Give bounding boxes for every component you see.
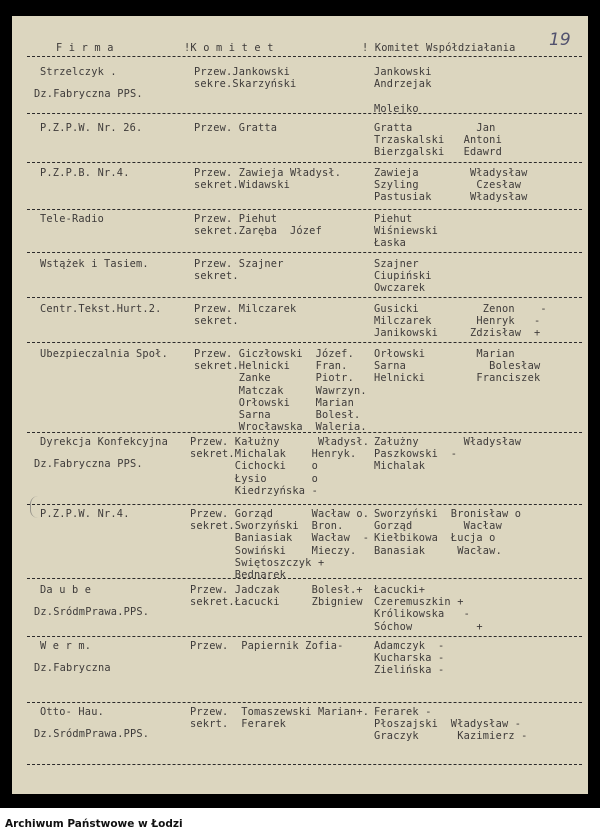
- wspoldzialanie-cell: Adamczyk -: [374, 640, 445, 652]
- firma-cell: P.Z.P.W. Nr.4.: [40, 508, 130, 520]
- firma-cell: Otto- Hau.: [40, 706, 104, 718]
- wspoldzialanie-cell: Sarna Bolesław: [374, 360, 541, 373]
- wspoldzialanie-cell: Wiśniewski: [374, 225, 438, 238]
- wspoldzialanie-cell: Paszkowski -: [374, 448, 458, 461]
- wspoldzialanie-cell: Płoszajski Władysław -: [374, 718, 522, 731]
- wspoldzialanie-cell: Molejko: [374, 102, 419, 115]
- komitet-cell: Przew. Gorząd Wacław o.: [190, 508, 370, 520]
- row-divider: [27, 297, 582, 298]
- wspoldzialanie-cell: Królikowska -: [374, 608, 470, 621]
- komitet-cell: sekret.Helnicki Fran.: [194, 360, 348, 373]
- komitet-cell: sekre.Skarzyński: [194, 78, 297, 91]
- komitet-cell: Swiętoszczyk +: [190, 556, 325, 569]
- komitet-cell: sekret.Sworzyński Bron.: [190, 520, 344, 533]
- wspoldzialanie-cell: Kucharska -: [374, 652, 445, 665]
- wspoldzialanie-cell: Ciupiński: [374, 270, 432, 283]
- komitet-cell: Przew.Jankowski: [194, 66, 290, 78]
- komitet-cell: sekret.: [194, 315, 239, 328]
- komitet-cell: Sowiński Mieczy.: [190, 544, 357, 557]
- header-firma: F i r m a: [56, 42, 114, 54]
- row-divider: [27, 113, 582, 114]
- document-page: [12, 16, 588, 794]
- wspoldzialanie-cell: Sóchow +: [374, 620, 483, 633]
- komitet-cell: Orłowski Marian: [194, 396, 354, 409]
- wspoldzialanie-cell: Orłowski Marian: [374, 348, 515, 360]
- wspoldzialanie-cell: Gratta Jan: [374, 122, 496, 134]
- firma-cell: Dz.SródmPrawa.PPS.: [34, 606, 150, 618]
- komitet-cell: Przew. Giczłowski Józef.: [194, 348, 354, 360]
- wspoldzialanie-cell: Milczarek Henryk -: [374, 315, 541, 328]
- komitet-cell: Baniasiak Wacław -: [190, 532, 370, 545]
- wspoldzialanie-cell: Graczyk Kazimierz -: [374, 730, 528, 743]
- header-komitet: !K o m i t e t: [184, 42, 274, 54]
- komitet-cell: sekret.Łacucki Zbigniew: [190, 596, 363, 609]
- firma-cell: Dyrekcja Konfekcyjna: [40, 436, 168, 448]
- wspoldzialanie-cell: Jankowski: [374, 66, 432, 78]
- firma-cell: Dz.SródmPrawa.PPS.: [34, 728, 150, 740]
- row-divider: [27, 764, 582, 765]
- komitet-cell: Przew. Gratta: [194, 122, 278, 134]
- firma-cell: Ubezpieczalnia Społ.: [40, 348, 168, 360]
- komitet-cell: Wrocławska Waleria.: [194, 421, 367, 434]
- wspoldzialanie-cell: Szajner: [374, 258, 419, 270]
- wspoldzialanie-cell: Owczarek: [374, 282, 426, 295]
- komitet-cell: sekret.Michalak Henryk.: [190, 448, 357, 461]
- firma-cell: W e r m.: [40, 640, 92, 652]
- wspoldzialanie-cell: Bierzgalski Edawrd: [374, 146, 502, 159]
- firma-cell: Da u b e: [40, 584, 92, 596]
- komitet-cell: Zanke Piotr.: [194, 372, 354, 385]
- komitet-cell: Przew. Jadczak Bolesł.+: [190, 584, 363, 596]
- wspoldzialanie-cell: Łaska: [374, 237, 406, 250]
- wspoldzialanie-cell: Helnicki Franciszek: [374, 372, 541, 385]
- komitet-cell: Przew. Tomaszewski Marian+.: [190, 706, 370, 718]
- wspoldzialanie-cell: Janikowski Zdzisław +: [374, 327, 541, 340]
- wspoldzialanie-cell: Piehut: [374, 213, 413, 225]
- wspoldzialanie-cell: Andrzejak: [374, 78, 432, 91]
- header-komitet-wspoldzialania: ! Komitet Współdziałania: [362, 42, 516, 54]
- wspoldzialanie-cell: Gorząd Wacław: [374, 520, 502, 533]
- wspoldzialanie-cell: Ferarek -: [374, 706, 432, 718]
- komitet-cell: sekret.: [194, 270, 239, 283]
- komitet-cell: Matczak Wawrzyn.: [194, 384, 367, 397]
- firma-cell: Dz.Fabryczna PPS.: [34, 458, 143, 470]
- wspoldzialanie-cell: Pastusiak Władysław: [374, 191, 528, 204]
- komitet-cell: Przew. Zawieja Władysł.: [194, 167, 342, 179]
- wspoldzialanie-cell: Łacucki+: [374, 584, 426, 596]
- firma-cell: P.Z.P.W. Nr. 26.: [40, 122, 143, 134]
- firma-cell: Dz.Fabryczna PPS.: [34, 88, 143, 100]
- row-divider: [27, 252, 582, 253]
- komitet-cell: sekret.Widawski: [194, 179, 290, 192]
- komitet-cell: sekret.Zaręba Józef: [194, 225, 322, 238]
- archive-caption: Archiwum Państwowe w Łodzi: [5, 818, 183, 830]
- row-divider: [27, 162, 582, 163]
- firma-cell: Strzelczyk .: [40, 66, 117, 78]
- komitet-cell: Przew. Szajner: [194, 258, 284, 270]
- row-divider: [27, 56, 582, 57]
- wspoldzialanie-cell: Szyling Czesław: [374, 179, 522, 192]
- wspoldzialanie-cell: Trzaskalski Antoni: [374, 134, 502, 147]
- komitet-cell: Kiedrzyńska -: [190, 484, 318, 497]
- komitet-cell: Bednarek: [190, 569, 286, 581]
- wspoldzialanie-cell: Banasiak Wacław.: [374, 544, 502, 557]
- wspoldzialanie-cell: Czeremuszkin +: [374, 596, 464, 609]
- firma-cell: Tele-Radio: [40, 213, 104, 225]
- komitet-cell: Łysio o: [190, 472, 318, 485]
- komitet-cell: Przew. Milczarek: [194, 303, 297, 315]
- firma-cell: Centr.Tekst.Hurt.2.: [40, 303, 162, 315]
- wspoldzialanie-cell: Załużny Władysław: [374, 436, 522, 448]
- row-divider: [27, 636, 582, 637]
- row-divider: [27, 432, 582, 433]
- row-divider: [27, 578, 582, 579]
- komitet-cell: Przew. Kałużny Władysł.: [190, 436, 370, 448]
- row-divider: [27, 702, 582, 703]
- komitet-cell: Przew. Piehut: [194, 213, 278, 225]
- firma-cell: P.Z.P.B. Nr.4.: [40, 167, 130, 179]
- komitet-cell: Cichocki o: [190, 460, 318, 473]
- wspoldzialanie-cell: Zawieja Władysław: [374, 167, 528, 179]
- archive-footer: [0, 808, 600, 840]
- row-divider: [27, 504, 582, 505]
- komitet-cell: Przew. Papiernik Zofia-: [190, 640, 344, 652]
- wspoldzialanie-cell: Michalak: [374, 460, 426, 473]
- firma-cell: Dz.Fabryczna: [34, 662, 111, 674]
- page-number: 19: [549, 30, 571, 50]
- wspoldzialanie-cell: Kiełbikowa Łucja o: [374, 532, 496, 545]
- wspoldzialanie-cell: Zielińska -: [374, 664, 445, 677]
- komitet-cell: Sarna Bolesł.: [194, 409, 361, 421]
- row-divider: [27, 209, 582, 210]
- row-divider: [27, 342, 582, 343]
- wspoldzialanie-cell: Gusicki Zenon -: [374, 303, 547, 315]
- komitet-cell: sekrt. Ferarek: [190, 718, 286, 731]
- wspoldzialanie-cell: Sworzyński Bronisław o: [374, 508, 522, 520]
- firma-cell: Wstążek i Tasiem.: [40, 258, 149, 270]
